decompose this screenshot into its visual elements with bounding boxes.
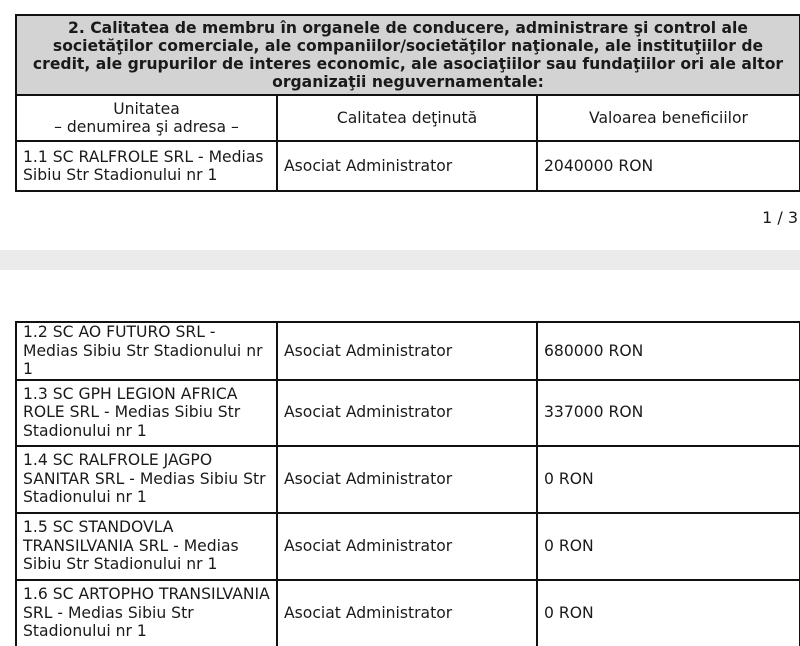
table-row [16,141,800,191]
row-value: 0 RON [537,513,800,580]
row-value: 2040000 RON [537,141,800,191]
table-row [16,446,800,513]
column-header-value: Valoarea beneficiilor [537,95,800,141]
row-value: 0 RON [537,446,800,513]
row-unit: 1.3 SC GPH LEGION AFRICA ROLE SRL - Medias Sibiu Str Stadionului nr 1 [16,380,277,446]
membership-table-part-2 [15,321,800,646]
column-header-role: Calitatea deţinută [277,95,537,141]
page-separator [0,250,800,270]
row-value: 337000 RON [537,380,800,446]
column-header-unit-line1: Unitatea [113,100,180,118]
row-role: Asociat Administrator [277,141,537,191]
document-page-1 [0,0,800,248]
membership-table-part-1 [15,14,800,192]
row-role: Asociat Administrator [277,446,537,513]
section-title: 2. Calitatea de membru în organele de conducere, administrare şi control ale societăţilor comerciale, ale companiilor/societăţilor naţionale, ale instituţiilor de credit, ale grupurilor de interes economic, ale asociaţiilor sau fundaţiilor ori ale altor organizaţii neguvernamentale: [16,15,800,95]
row-unit: 1.2 SC AO FUTURO SRL - Medias Sibiu Str Stadionului nr 1 [16,322,277,380]
row-unit: 1.1 SC RALFROLE SRL - Medias Sibiu Str Stadionului nr 1 [16,141,277,191]
row-role: Asociat Administrator [277,380,537,446]
row-role: Asociat Administrator [277,580,537,646]
table-row [16,513,800,580]
row-unit: 1.5 SC STANDOVLA TRANSILVANIA SRL - Medias Sibiu Str Stadionului nr 1 [16,513,277,580]
row-value: 0 RON [537,580,800,646]
table-row [16,580,800,646]
row-unit: 1.4 SC RALFROLE JAGPO SANITAR SRL - Medias Sibiu Str Stadionului nr 1 [16,446,277,513]
row-unit: 1.6 SC ARTOPHO TRANSILVANIA SRL - Medias Sibiu Str Stadionului nr 1 [16,580,277,646]
column-header-unit [16,95,277,141]
table-row [16,380,800,446]
page-number: 1 / 3 [762,208,798,227]
table-row [16,322,800,380]
row-role: Asociat Administrator [277,513,537,580]
column-header-unit-line2: – denumirea şi adresa – [54,118,239,136]
row-value: 680000 RON [537,322,800,380]
row-role: Asociat Administrator [277,322,537,380]
